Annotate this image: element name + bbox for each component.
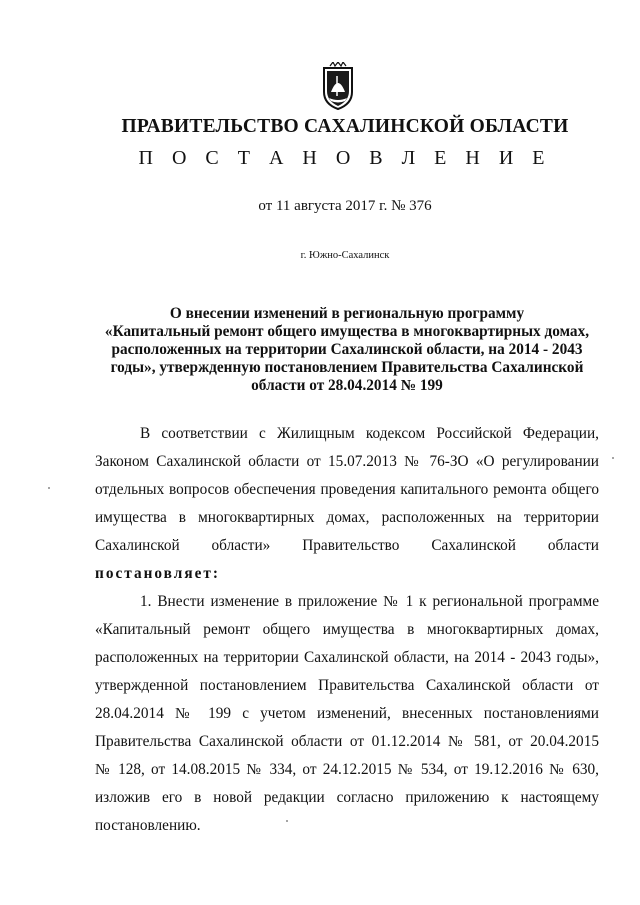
preamble-line: отдельных вопросов обеспечения проведения капитального ремонта общего bbox=[95, 481, 599, 498]
scan-speck bbox=[612, 457, 614, 459]
item-1-line: Правительства Сахалинской области от 01.12.2014 № 581, от 20.04.2015 bbox=[95, 733, 599, 750]
scan-speck bbox=[286, 820, 288, 822]
title-line: годы», утвержденную постановлением Правительства Сахалинской bbox=[110, 359, 584, 376]
item-1-line: утвержденной постановлением Правительства Сахалинской области от bbox=[95, 677, 599, 694]
organization-name: ПРАВИТЕЛЬСТВО САХАЛИНСКОЙ ОБЛАСТИ bbox=[121, 116, 569, 137]
issuing-city: г. Южно-Сахалинск bbox=[300, 250, 390, 261]
document-title bbox=[92, 305, 602, 395]
item-1-line: 28.04.2014 № 199 с учетом изменений, внесенных постановлениями bbox=[95, 705, 599, 722]
preamble-line: Законом Сахалинской области от 15.07.2013 № 76-ЗО «О регулировании bbox=[95, 453, 599, 470]
document-body bbox=[95, 420, 599, 840]
title-line: «Капитальный ремонт общего имущества в многоквартирных домах, bbox=[104, 323, 590, 340]
preamble-line: В соответствии с Жилищным кодексом Российской Федерации, bbox=[140, 425, 599, 442]
item-1-line: 1. Внести изменение в приложение № 1 к региональной программе bbox=[140, 593, 599, 610]
date-and-number: от 11 августа 2017 г. № 376 bbox=[258, 198, 432, 214]
item-1-line: «Капитальный ремонт общего имущества в многоквартирных домах, bbox=[95, 621, 599, 638]
sakhalin-coat-of-arms-icon bbox=[322, 62, 354, 110]
preamble-line: имущества в многоквартирных домах, расположенных на территории bbox=[95, 509, 599, 526]
item-1-line: изложив его в новой редакции согласно приложению к настоящему bbox=[95, 789, 599, 806]
item-1-line: постановлению. bbox=[95, 817, 201, 834]
title-line: области от 28.04.2014 № 199 bbox=[251, 377, 443, 394]
decrees-word: постановляет: bbox=[95, 565, 220, 582]
title-line: расположенных на территории Сахалинской области, на 2014 - 2043 bbox=[111, 341, 583, 358]
item-1-line: расположенных на территории Сахалинской области, на 2014 - 2043 годы», bbox=[95, 649, 599, 666]
preamble-line: Сахалинской области» Правительство Сахалинской области bbox=[95, 537, 599, 554]
title-line: О внесении изменений в региональную программу bbox=[169, 305, 525, 322]
document-type: П О С Т А Н О В Л Е Н И Е bbox=[138, 147, 552, 169]
scan-speck bbox=[48, 487, 50, 489]
item-1-line: № 128, от 14.08.2015 № 334, от 24.12.2015 № 534, от 19.12.2016 № 630, bbox=[95, 761, 599, 778]
